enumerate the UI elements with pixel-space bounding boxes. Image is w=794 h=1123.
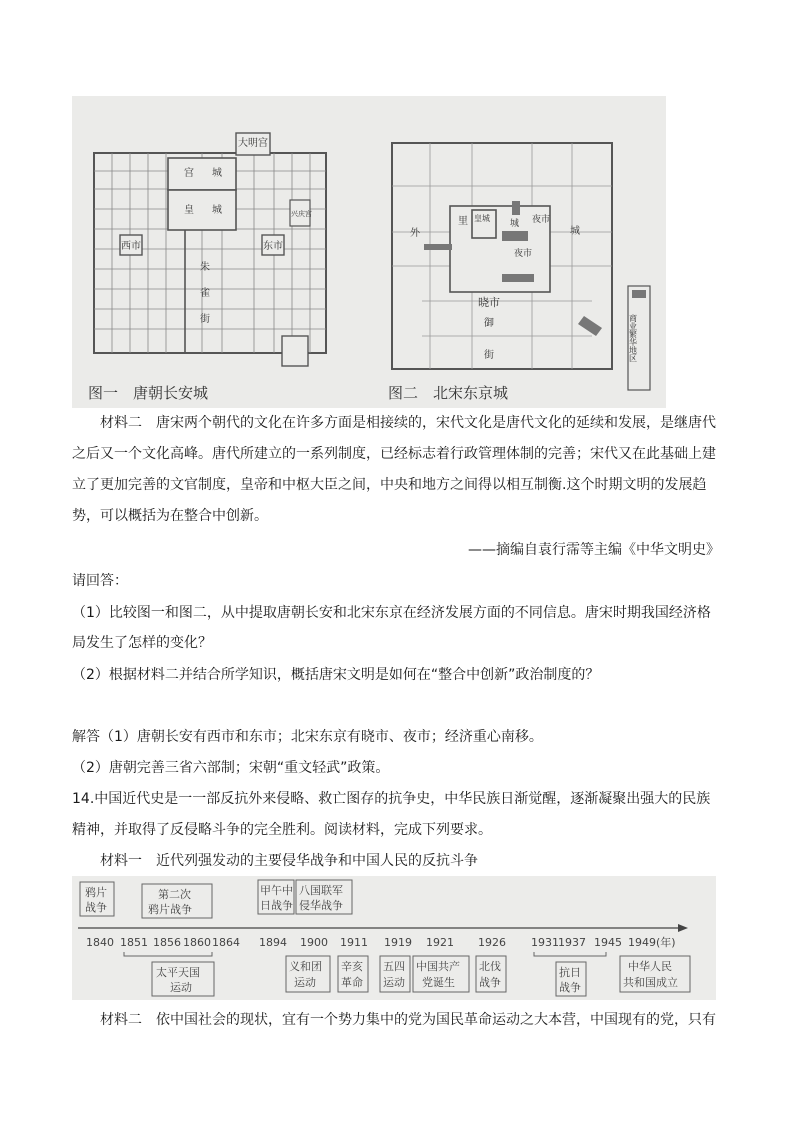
year-1949: 1949(年) [628, 936, 676, 949]
material2b-line1: 材料二 依中国社会的现状，宜有一个势力集中的党为国民革命运动之大本营，中国现有的党，只有 [100, 1012, 716, 1028]
box-taiping-l1: 太平天国 [156, 966, 200, 979]
li-label: 里 [458, 216, 468, 227]
bracket-taiping [124, 952, 212, 956]
que-label: 雀 [200, 288, 210, 299]
box-xinhai-l2: 革命 [341, 976, 363, 989]
yu-label: 御 [484, 318, 494, 329]
box-sino-japanese-war-l2: 日战争 [260, 899, 293, 912]
bracket-anti-japanese [534, 952, 606, 956]
material2-line1: 材料二 唐宋两个朝代的文化在许多方面是相接续的，宋代文化是唐代文化的延续和发展，是继唐代 [100, 415, 716, 431]
city-maps-figure [72, 96, 666, 408]
material2-line3: 立了更加完善的文官制度，皇帝和中枢大臣之间，中央和地方之间得以相互制衡.这个时期文明的发展趋 [72, 477, 707, 493]
question1-line2: 局发生了怎样的变化？ [72, 635, 212, 651]
year-1860: 1860 [183, 936, 211, 949]
box-taiping-l2: 运动 [170, 981, 192, 994]
box-northern-expedition-l2: 战争 [479, 976, 501, 989]
source-citation: ——摘编自袁行霈等主编《中华文明史》 [468, 542, 720, 558]
dongshi-label: 东市 [263, 241, 283, 252]
gong-label: 宫 [184, 168, 194, 179]
box-eight-nation-alliance-l2: 侵华战争 [299, 899, 343, 912]
daminggong-label: 大明宫 [238, 138, 268, 149]
question2: （2）根据材料二并结合所学知识，概括唐宋文明是如何在“整合中创新”政治制度的？ [72, 667, 600, 683]
answer1: 解答（1）唐朝长安有西市和东市；北宋东京有晓市、夜市；经济重心南移。 [72, 729, 543, 745]
box-may-fourth-l1: 五四 [383, 960, 405, 973]
box-boxer-l2: 运动 [294, 976, 316, 989]
box-cpc-founding-l2: 党诞生 [422, 976, 455, 989]
yeshi-label: 夜市 [532, 215, 551, 225]
box-northern-expedition-l1: 北伐 [479, 960, 501, 973]
cheng2-label: 城 [212, 205, 222, 216]
cheng1-label: 城 [212, 168, 222, 179]
question14-line1: 14.中国近代史是一一部反抗外来侵略、救亡图存的抗争史，中华民族日渐觉醒，逐渐凝聚出强大的民族 [72, 791, 711, 807]
box-sino-japanese-war-l1: 甲午中 [260, 884, 293, 897]
xiaoshi-label: 晓市 [478, 296, 500, 309]
box-opium-war-l1: 鸦片 [85, 886, 107, 899]
material2-line2: 之后又一个文化高峰。唐代所建立的一系列制度，已经标志着行政管理体制的完善；宋代又在此基础上建 [72, 446, 716, 462]
zhu-label: 朱 [200, 262, 210, 273]
fig2-caption: 图二 北宋东京城 [388, 384, 509, 402]
year-1900: 1900 [300, 936, 328, 949]
box-second-opium-war-l2: 鸦片战争 [148, 903, 192, 916]
year-1851: 1851 [120, 936, 148, 949]
year-1926: 1926 [478, 936, 506, 949]
box-eight-nation-alliance-l1: 八国联军 [299, 884, 343, 897]
year-1856: 1856 [153, 936, 181, 949]
xingqing-label: 兴庆宫 [291, 210, 312, 218]
xishi-label: 西市 [121, 241, 141, 252]
year-1945: 1945 [594, 936, 622, 949]
timeline-svg [72, 876, 716, 1000]
box-xinhai-l1: 辛亥 [341, 960, 363, 973]
year-1921: 1921 [426, 936, 454, 949]
box-anti-japanese-l2: 战争 [559, 981, 581, 994]
axis-arrow [678, 924, 688, 932]
question14-line2: 精神，并取得了反侵略斗争的完全胜利。阅读材料，完成下列要求。 [72, 822, 492, 838]
box-cpc-founding-l1: 中国共产 [416, 960, 460, 973]
material2-line4: 势，可以概括为在整合中创新。 [72, 508, 268, 524]
question1-line1: （1）比较图一和图二，从中提取唐朝长安和北宋东京在经济发展方面的不同信息。唐宋时期我国经济格 [72, 605, 711, 621]
city-maps-svg [72, 96, 666, 408]
box-prc-founding-l1: 中华人民 [628, 960, 672, 973]
year-1937: 1937 [558, 936, 586, 949]
answer2: （2）唐朝完善三省六部制；宋朝“重文轻武”政策。 [72, 760, 390, 776]
legend-label: 商业繁华地区 [628, 314, 638, 362]
box-opium-war-l2: 战争 [85, 901, 107, 914]
ask-label: 请回答： [72, 573, 128, 589]
box-prc-founding-l2: 共和国成立 [623, 976, 678, 989]
jie-label: 街 [200, 314, 210, 325]
material1-title: 材料一 近代列强发动的主要侵华战争和中国人民的反抗斗争 [100, 853, 478, 869]
timeline-figure [72, 876, 716, 1000]
jie2-label: 街 [484, 350, 494, 361]
year-1931: 1931 [531, 936, 559, 949]
box-anti-japanese-l1: 抗日 [559, 966, 581, 979]
dongjing-map [392, 143, 650, 390]
year-1911: 1911 [340, 936, 368, 949]
box-second-opium-war-l1: 第二次 [158, 888, 191, 901]
year-1864: 1864 [212, 936, 240, 949]
box-boxer-l1: 义和团 [289, 960, 322, 973]
year-1919: 1919 [384, 936, 412, 949]
cheng-small-label: 城 [510, 219, 520, 229]
box-may-fourth-l2: 运动 [383, 976, 405, 989]
cheng-right-label: 城 [570, 226, 580, 237]
wai-label: 外 [410, 228, 420, 239]
fig1-caption: 图一 唐朝长安城 [88, 384, 209, 402]
year-1894: 1894 [259, 936, 287, 949]
yeshi2-label: 夜市 [514, 249, 533, 259]
year-1840: 1840 [86, 936, 114, 949]
huang-label: 皇 [184, 205, 194, 216]
huangcheng-label: 皇城 [474, 214, 490, 223]
